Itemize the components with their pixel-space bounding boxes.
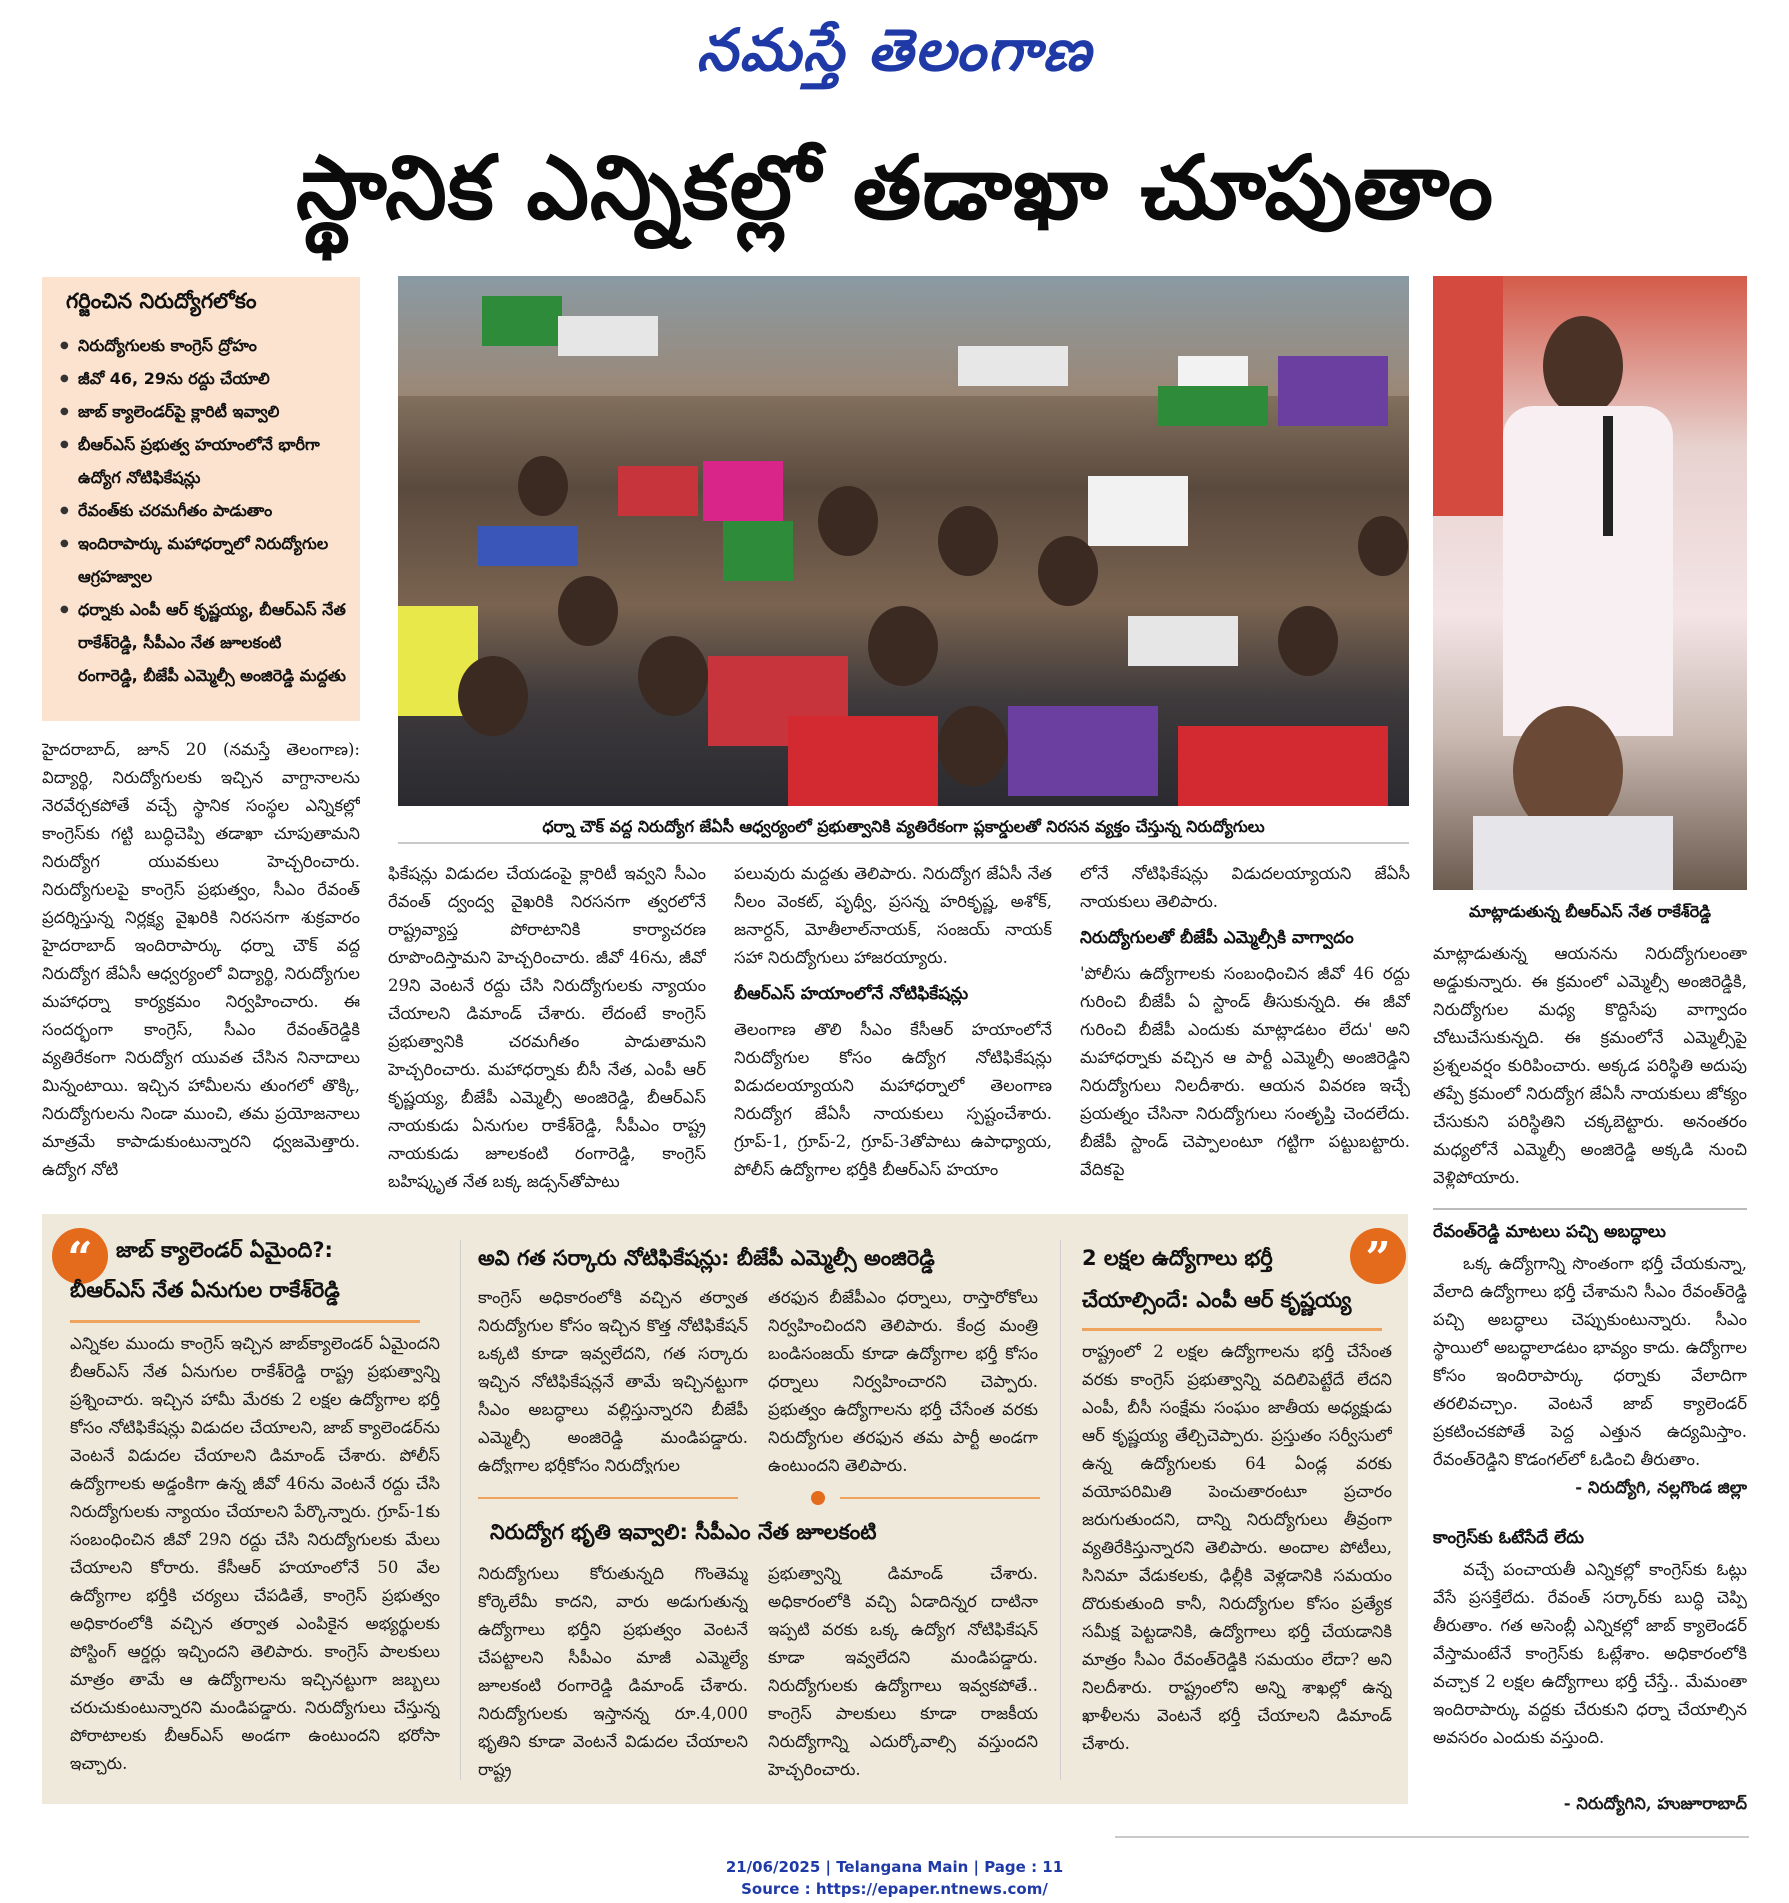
side1-signature: - నిరుద్యోగి, నల్లగొండ జిల్లా [1575, 1478, 1747, 1497]
box2-paragraph: కాంగ్రెస్ అధికారంలోకి వచ్చిన తర్వాత నిరుద్యోగుల కోసం ఇచ్చిన కొత్త నోటిఫికేషన్ ఒక్కటి కూడా ఇవ్వలేదని, గత సర్కారు ఇచ్చిన నోటిఫికేషన్లనే తామే ఇచ్చినట్టుగా సీఎం అబద్ధాలు వల్లిస్తున్నారని బీజేపీ ఎమ్మెల్సీ అంజిరెడ్డి మండిపడ్డారు. ఉద్యోగాల భర్తీకోసం నిరుద్యోగుల [478, 1288, 748, 1474]
article-column-3 [734, 860, 1052, 1196]
highlights-list [56, 329, 346, 692]
headline: స్థానిక ఎన్నికల్లో తడాఖా చూపుతాం [295, 136, 1495, 239]
box3-title: నిరుద్యోగ భృతి ఇవ్వాలి: సీపీఎం నేత జూలకంటి [490, 1520, 877, 1544]
article-column-5 [1433, 940, 1747, 1200]
column-divider [460, 1240, 461, 1780]
box2-text-a [478, 1284, 748, 1474]
box4-title-line1: 2 లక్షల ఉద్యోగాలు భర్తీ [1082, 1246, 1273, 1270]
article-text: పలువురు మద్దతు తెలిపారు. నిరుద్యోగ జేఏసీ నేత నీలం వెంకట్, పృథ్వీ, ప్రసన్న హరికృష్ణ, అశోక్, జనార్దన్, మోతీలాల్‌నాయక్, సంజయ్ నాయక్ సహా నిరుద్యోగులు హాజరయ్యారు. [734, 864, 1052, 967]
box1-heading [70, 1238, 430, 1318]
divider-dot [811, 1491, 825, 1505]
footer-source: Source : https://epaper.ntnews.com/ [741, 1880, 1048, 1898]
highlight-item: ● జీవో 46, 29ను రద్దు చేయాలి [56, 362, 346, 395]
highlights-title: గర్జించిన నిరుద్యోగలోకం [66, 289, 257, 313]
highlight-item: ● ధర్నాకు ఎంపీ ఆర్ కృష్ణయ్య, బీఆర్‌ఎస్ నేత రాకేశ్‌రెడ్డి, సీపీఎం నేత జూలకంటి రంగారెడ్డి, బీజేపీ ఎమ్మెల్సీ అంజిరెడ్డి మద్దతు [56, 593, 346, 692]
highlight-item: ● నిరుద్యోగులకు కాంగ్రెస్ ద్రోహం [56, 329, 346, 362]
divider-line-left [478, 1497, 738, 1499]
quote-open-icon: “ [52, 1228, 108, 1284]
box1-text [70, 1330, 440, 1790]
box4-title-line2: చేయాల్సిందే: ఎంపీ ఆర్ కృష్ణయ్య [1082, 1288, 1352, 1312]
article-subhead: బీఆర్‌ఎస్ హయాంలోనే నోటిఫికేషన్లు [734, 984, 969, 1004]
side2-text [1433, 1556, 1747, 1796]
quote-close-icon: ” [1350, 1228, 1406, 1284]
side1-paragraph: ఒక్క ఉద్యోగాన్ని సొంతంగా భర్తీ చేయకున్నా, వేలాది ఉద్యోగాలు భర్తీ చేశామని సీఎం రేవంత్‌రెడ్డి పచ్చి అబద్ధాలు చెప్పుకుంటున్నారు. సీఎం స్థాయిలో అబద్ధాలాడటం భావ్యం కాదు. ఉద్యోగాల కోసం ఇందిరాపార్కు ధర్నాకు వేలాదిగా తరలివచ్చాం. వెంటనే జాబ్ క్యాలెండర్ ప్రకటించకపోతే పెద్ద ఎత్తున ఉద్యమిస్తాం. రేవంత్‌రెడ్డిని కొడంగల్‌లో ఓడించి తీరుతాం. [1433, 1254, 1747, 1469]
sidebar-rule [1433, 1208, 1747, 1210]
bottom-rule [1115, 1836, 1749, 1838]
side2-paragraph: వచ్చే పంచాయతీ ఎన్నికల్లో కాంగ్రెస్‌కు ఓట్లు వేసే ప్రసక్తేలేదు. రేవంత్ సర్కార్‌కు బుద్ధి చెప్పి తీరుతాం. గత అసెంబ్లీ ఎన్నికల్లో జాబ్ క్యాలెండర్ వేస్తామంటేనే కాంగ్రెస్‌కు ఓట్లేశాం. అధికారంలోకి వచ్చాక 2 లక్షల ఉద్యోగాలు భర్తీ చేస్తే.. మేమంతా ఇందిరాపార్కు వద్దకు చేరుకుని ధర్నా చేయాల్సిన అవసరం ఎందుకు వస్తుంది. [1433, 1560, 1747, 1747]
box3-paragraph: ప్రభుత్వాన్ని డిమాండ్ చేశారు. అధికారంలోకి వచ్చి ఏడాదిన్నర దాటినా ఇప్పటి వరకు ఒక్క ఉద్యోగ నోటిఫికేషన్ కూడా ఇవ్వలేదని మండిపడ్డారు. నిరుద్యోగులకు ఉద్యోగాలు ఇవ్వకపోతే.. కాంగ్రెస్ పాలకులు కూడా రాజకీయ నిరుద్యోగాన్ని ఎదుర్కోవాల్సి వస్తుందని హెచ్చరించారు. [768, 1564, 1038, 1779]
box4-text [1082, 1338, 1392, 1790]
footer-date: 21/06/2025 | Telangana Main | Page : 11 [725, 1858, 1064, 1876]
article-text: లోనే నోటిఫికేషన్లు విడుదలయ్యాయని జేఏసీ నాయకులు తెలిపారు. [1080, 864, 1410, 911]
box3-text-a [478, 1560, 748, 1790]
article-text: హైదరాబాద్, జూన్ 20 (నమస్తే తెలంగాణ): విద్యార్థి, నిరుద్యోగులకు ఇచ్చిన వాగ్దానాలను నెరవేర్చకపోతే వచ్చే స్థానిక సంస్థల ఎన్నికల్లో కాంగ్రెస్‌కు గట్టి బుద్ధిచెప్పి తడాఖా చూపుతామని నిరుద్యోగ యువకులు హెచ్చరించారు. నిరుద్యోగులపై కాంగ్రెస్ ప్రభుత్వం, సీఎం రేవంత్ ప్రదర్శిస్తున్న నిర్లక్ష్య వైఖరికి నిరసనగా శుక్రవారం హైదరాబాద్ ఇందిరాపార్కు ధర్నా చౌక్ వద్ద నిరుద్యోగ జేఏసీ ఆధ్వర్యంలో విద్యార్థి, నిరుద్యోగుల మహాధర్నా కార్యక్రమం నిర్వహించారు. ఈ సందర్భంగా కాంగ్రెస్, సీఎం రేవంత్‌రెడ్డికి వ్యతిరేకంగా నిరుద్యోగ యువత చేసిన నినాదాలు మిన్నంటాయి. ఇచ్చిన హామీలను తుంగలో తొక్కి, నిరుద్యోగులను నిండా ముంచి, తమ ప్రయోజనాలు మాత్రమే కాపాడుకుంటున్నారని ధ్వజమెత్తారు. ఉద్యోగ నోటి [42, 740, 360, 1179]
article-column-2 [388, 860, 706, 1196]
highlight-item: ● జాబ్ క్యాలెండర్‌పై క్లారిటీ ఇవ్వాలి [56, 395, 346, 428]
box1-underline [70, 1320, 420, 1323]
highlight-item: ● రేవంత్‌కు చరమగీతం పాడుతాం [56, 494, 346, 527]
box1-title-line2: బీఆర్‌ఎస్ నేత ఏనుగుల రాకేశ్‌రెడ్డి [70, 1278, 340, 1302]
article-text: 'పోలీసు ఉద్యోగాలకు సంబంధించిన జీవో 46 రద్దు గురించి బీజేపీ ఏ స్టాండ్ తీసుకున్నది. ఈ జీవో గురించి బీజేపీ ఎందుకు మాట్లాడటం లేదు' అని మహాధర్నాకు వచ్చిన ఆ పార్టీ ఎమ్మెల్సీ అంజిరెడ్డిని నిరుద్యోగులు నిలదీశారు. ఆయన వివరణ ఇచ్చే ప్రయత్నం చేసినా నిరుద్యోగులు సంతృప్తి చెందలేదు. బీజేపీ స్టాండ్ చెప్పాలంటూ గట్టిగా పట్టుబట్టారు. వేదికపై [1080, 964, 1410, 1179]
side2-signature: - నిరుద్యోగిని, హుజూరాబాద్ [1563, 1794, 1747, 1813]
box4-paragraph: రాష్ట్రంలో 2 లక్షల ఉద్యోగాలను భర్తీ చేసేంత వరకు కాంగ్రెస్ ప్రభుత్వాన్ని వదిలిపెట్టేదే లేదని ఎంపీ, బీసీ సంక్షేమ సంఘం జాతీయ అధ్యక్షుడు ఆర్ కృష్ణయ్య తేల్చిచెప్పారు. ప్రస్తుతం సర్వీసులో ఉన్న ఉద్యోగులకు 64 ఏండ్ల వరకు వయోపరిమితి పెంచుతారంటూ ప్రచారం జరుగుతుందని, దాన్ని నిరుద్యోగులు తీవ్రంగా వ్యతిరేకిస్తున్నారని తెలిపారు. అందాల పోటీలు, సినిమా వేడుకలకు, ఢిల్లీకి వెళ్లడానికి సమయం దొరుకుతుంది కానీ, నిరుద్యోగుల కోసం ప్రత్యేక సమీక్ష పెట్టడానికి, ఉద్యోగాలు భర్తీ చేయడానికి మాత్రం సీఎం రేవంత్‌రెడ్డికి సమయం లేదా? అని నిలదీశారు. రాష్ట్రంలోని అన్ని శాఖల్లో ఉన్న ఖాళీలను వెంటనే భర్తీ చేయాలని డిమాండ్ చేశారు. [1082, 1342, 1392, 1753]
side2-title: కాంగ్రెస్‌కు ఓటేసేదే లేదు [1433, 1528, 1585, 1548]
highlight-item: ● ఇందిరాపార్కు మహాధర్నాలో నిరుద్యోగుల ఆగ్రహజ్వాల [56, 527, 346, 593]
highlights-box [42, 277, 360, 721]
box3-paragraph: నిరుద్యోగులు కోరుతున్నది గొంతెమ్మ కోర్కెలేమీ కాదని, వారు అడుగుతున్న ఉద్యోగాలు భర్తీని ప్రభుత్వం వెంటనే చేపట్టాలని సీపీఎం మాజీ ఎమ్మెల్యే జూలకంటి రంగారెడ్డి డిమాండ్ చేశారు. నిరుద్యోగులకు ఇస్తానన్న రూ.4,000 భృతిని కూడా వెంటనే విడుదల చేయాలని రాష్ట్ర [478, 1564, 748, 1779]
column-divider [1060, 1240, 1061, 1780]
article-column-1 [42, 736, 360, 1196]
speaker-photo [1433, 276, 1747, 890]
speaker-caption: మాట్లాడుతున్న బీఆర్‌ఎస్ నేత రాకేశ్‌రెడ్డి [1468, 902, 1712, 921]
box2-text-b [768, 1284, 1038, 1474]
masthead-logo: నమస్తే తెలంగాణ [696, 16, 1093, 84]
highlight-item: ● బీఆర్‌ఎస్ ప్రభుత్వ హయాంలోనే భారీగా ఉద్యోగ నోటిఫికేషన్లు [56, 428, 346, 494]
article-text: తెలంగాణ తొలి సీఎం కేసీఆర్ హయాంలోనే నిరుద్యోగుల కోసం ఉద్యోగ నోటిఫికేషన్లు విడుదలయ్యాయని మహాధర్నాలో తెలంగాణ నిరుద్యోగ జేఏసీ నాయకులు స్పష్టంచేశారు. గ్రూప్-1, గ్రూప్-2, గ్రూప్-3తోపాటు ఉపాధ్యాయ, పోలీస్ ఉద్యోగాల భర్తీకి బీఆర్‌ఎస్ హయాం [734, 1020, 1052, 1179]
article-subhead: నిరుద్యోగులతో బీజేపీ ఎమ్మెల్సీకి వాగ్వాదం [1080, 928, 1354, 948]
box1-title-line1: జాబ్ క్యాలెండర్ ఏమైంది?: [116, 1238, 333, 1262]
box2-title: అవి గత సర్కారు నోటిఫికేషన్లు: బీజేపీ ఎమ్మెల్సీ అంజిరెడ్డి [478, 1246, 935, 1270]
side1-text [1433, 1250, 1747, 1472]
box3-text-b [768, 1560, 1038, 1790]
article-text: ఫికేషన్లు విడుదల చేయడంపై క్లారిటీ ఇవ్వని సీఎం రేవంత్ ద్వంద్వ వైఖరికి నిరసనగా త్వరలోనే రాష్ట్రవ్యాప్త పోరాటానికి కార్యాచరణ రూపొందిస్తామని హెచ్చరించారు. జీవో 46ను, జీవో 29ని వెంటనే రద్దు చేసి నిరుద్యోగులకు న్యాయం చేయాలని డిమాండ్ చేశారు. లేదంటే కాంగ్రెస్ ప్రభుత్వానికి చరమగీతం పాడుతామని హెచ్చరించారు. మహాధర్నాకు బీసీ నేత, ఎంపీ ఆర్ కృష్ణయ్య, బీజేపీ ఎమ్మెల్సీ అంజిరెడ్డి, బీఆర్‌ఎస్ నాయకుడు ఏనుగుల రాకేశ్‌రెడ్డి, సీపీఎం రాష్ట్ర నాయకుడు జూలకంటి రంగారెడ్డి, కాంగ్రెస్ బహిష్కృత నేత బక్క జడ్సన్‌తోపాటు [388, 864, 706, 1191]
box1-paragraph: ఎన్నికల ముందు కాంగ్రెస్ ఇచ్చిన జాబ్‌క్యాలెండర్ ఏమైందని బీఆర్‌ఎస్ నేత ఏనుగుల రాకేశ్‌రెడ్డి రాష్ట్ర ప్రభుత్వాన్ని ప్రశ్నించారు. ఇచ్చిన హామీ మేరకు 2 లక్షల ఉద్యోగాల భర్తీ కోసం నోటిఫికేషన్లు విడుదల చేయాలని, జాబ్ క్యాలెండర్‌ను వెంటనే విడుదల చేయాలని డిమాండ్ చేశారు. పోలీస్ ఉద్యోగాలకు అడ్డంకిగా ఉన్న జీవో 46ను వెంటనే రద్దు చేసి నిరుద్యోగులకు న్యాయం చేయాలని పేర్కొన్నారు. గ్రూప్-1కు సంబంధించిన జీవో 29ని రద్దు చేసి నిరుద్యోగులకు మేలు చేయాలని కోరారు. కేసీఆర్ హయాంలోనే 50 వేల ఉద్యోగాల భర్తీకి చర్యలు చేపడితే, కాంగ్రెస్ ప్రభుత్వం అధికారంలోకి వచ్చిన తర్వాత ఎంపికైన అభ్యర్థులకు పోస్టింగ్ ఆర్డర్లు ఇచ్చిందని తెలిపారు. కాంగ్రెస్ పాలకులు మాత్రం తామే ఆ ఉద్యోగాలను ఇచ్చినట్టుగా జబ్బలు చరుచుకుంటున్నారని మండిపడ్డారు. నిరుద్యోగులు చేస్తున్న పోరాటాలకు బీఆర్‌ఎస్ అండగా ఉంటుందని భరోసా ఇచ్చారు. [70, 1334, 440, 1773]
box2-paragraph: తరఫున బీజేపీఎం ధర్నాలు, రాస్తారోకోలు నిర్వహించిందని తెలిపారు. కేంద్ర మంత్రి బండిసంజయ్ కూడా ఉద్యోగాల భర్తీ కోసం ధర్నాలు నిర్వహించారని చెప్పారు. ప్రభుత్వం ఉద్యోగాలను భర్తీ చేసేంత వరకు నిరుద్యోగుల తరఫున తమ పార్టీ అండగా ఉంటుందని తెలిపారు. [768, 1288, 1038, 1474]
divider-line-right [840, 1497, 1040, 1499]
box4-heading [1082, 1246, 1382, 1326]
photo-caption: ధర్నా చౌక్ వద్ద నిరుద్యోగ జేఏసీ ఆధ్వర్యంలో ప్రభుత్వానికి వ్యతిరేకంగా ప్లకార్డులతో నిరసన వ్యక్తం చేస్తున్న నిరుద్యోగులు [398, 810, 1409, 844]
article-column-4 [1080, 860, 1410, 1196]
side1-title: రేవంత్‌రెడ్డి మాటలు పచ్చి అబద్ధాలు [1433, 1222, 1666, 1242]
box4-underline [1082, 1328, 1382, 1331]
article-text: మాట్లాడుతున్న ఆయనను నిరుద్యోగులంతా అడ్డుకున్నారు. ఈ క్రమంలో ఎమ్మెల్సీ అంజిరెడ్డికి, నిరుద్యోగుల మధ్య కొద్దిసేపు వాగ్వాదం చోటుచేసుకున్నది. ఈ క్రమంలోనే ఎమ్మెల్సీపై ప్రశ్నలవర్షం కురిపించారు. అక్కడ పరిస్థితి అదుపు తప్పే క్రమంలో నిరుద్యోగ జేఏసీ నాయకులు జోక్యం చేసుకుని పరిస్థితిని చక్కబెట్టారు. అనంతరం మధ్యలోనే ఎమ్మెల్సీ అంజిరెడ్డి అక్కడి నుంచి వెళ్లిపోయారు. [1433, 944, 1747, 1187]
protest-photo [398, 276, 1409, 806]
